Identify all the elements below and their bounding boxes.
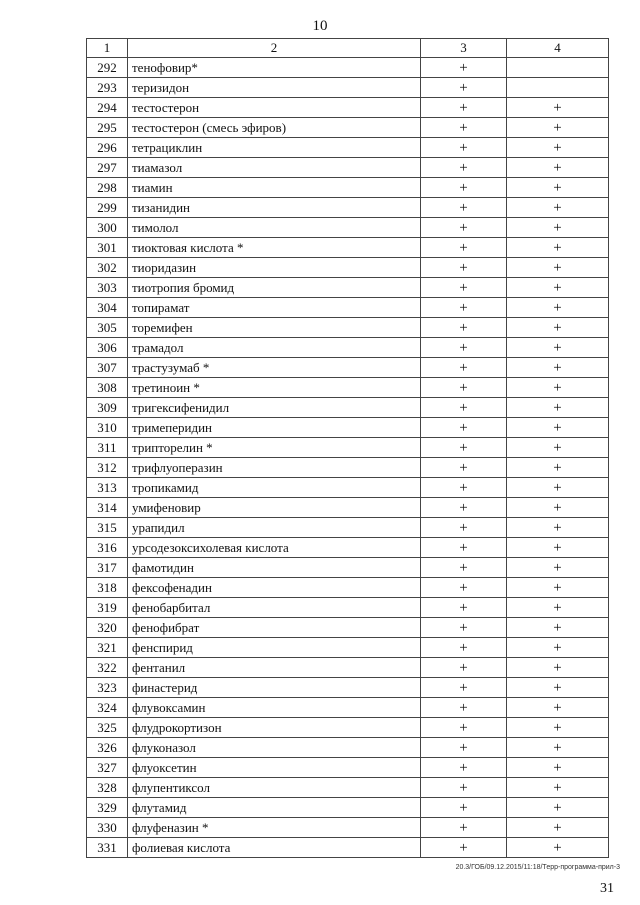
- drug-table: [86, 38, 609, 858]
- drug-name: флуоксетин: [128, 758, 421, 778]
- drug-name: тестостерон (смесь эфиров): [128, 118, 421, 138]
- column-3-mark: +: [421, 298, 507, 318]
- table-row: [87, 738, 609, 758]
- page-number-bottom: 31: [600, 881, 614, 896]
- column-3-mark: +: [421, 78, 507, 98]
- column-4-mark: +: [507, 598, 609, 618]
- column-3-mark: +: [421, 58, 507, 78]
- row-number: 312: [87, 458, 128, 478]
- drug-name: тиотропия бромид: [128, 278, 421, 298]
- column-3-mark: +: [421, 438, 507, 458]
- table-row: [87, 278, 609, 298]
- column-header-row: [87, 39, 609, 58]
- column-4-mark: +: [507, 538, 609, 558]
- column-3-mark: +: [421, 598, 507, 618]
- table-body: [87, 58, 609, 858]
- column-4-mark: +: [507, 338, 609, 358]
- drug-name: урсодезоксихолевая кислота: [128, 538, 421, 558]
- row-number: 320: [87, 618, 128, 638]
- drug-name: флуфеназин *: [128, 818, 421, 838]
- table-row: [87, 378, 609, 398]
- column-4-mark: +: [507, 138, 609, 158]
- column-4-mark: +: [507, 698, 609, 718]
- row-number: 306: [87, 338, 128, 358]
- column-3-mark: +: [421, 398, 507, 418]
- table-row: [87, 338, 609, 358]
- row-number: 322: [87, 658, 128, 678]
- table-row: [87, 698, 609, 718]
- column-4-mark: +: [507, 178, 609, 198]
- table-row: [87, 438, 609, 458]
- table-row: [87, 778, 609, 798]
- column-4-mark: +: [507, 658, 609, 678]
- row-number: 299: [87, 198, 128, 218]
- table-row: [87, 638, 609, 658]
- table-row: [87, 398, 609, 418]
- column-3-mark: +: [421, 778, 507, 798]
- page-number-top: 10: [312, 18, 328, 34]
- drug-name: тетрациклин: [128, 138, 421, 158]
- row-number: 298: [87, 178, 128, 198]
- column-4-mark: +: [507, 418, 609, 438]
- drug-name: трамадол: [128, 338, 421, 358]
- column-header: 1: [87, 39, 128, 58]
- table-row: [87, 318, 609, 338]
- column-header: 3: [421, 39, 507, 58]
- table-row: [87, 418, 609, 438]
- drug-name: тиамазол: [128, 158, 421, 178]
- table-row: [87, 358, 609, 378]
- drug-name: тиоктовая кислота *: [128, 238, 421, 258]
- column-4-mark: +: [507, 238, 609, 258]
- drug-name: флувоксамин: [128, 698, 421, 718]
- column-4-mark: +: [507, 618, 609, 638]
- drug-name: фенобарбитал: [128, 598, 421, 618]
- row-number: 325: [87, 718, 128, 738]
- table-row: [87, 138, 609, 158]
- column-3-mark: +: [421, 478, 507, 498]
- table-row: [87, 498, 609, 518]
- row-number: 326: [87, 738, 128, 758]
- row-number: 327: [87, 758, 128, 778]
- drug-name: тригексифенидил: [128, 398, 421, 418]
- drug-name: тиамин: [128, 178, 421, 198]
- table-row: [87, 178, 609, 198]
- column-4-mark: +: [507, 158, 609, 178]
- row-number: 304: [87, 298, 128, 318]
- row-number: 328: [87, 778, 128, 798]
- column-4-mark: +: [507, 358, 609, 378]
- table-row: [87, 658, 609, 678]
- column-4-mark: +: [507, 478, 609, 498]
- row-number: 309: [87, 398, 128, 418]
- table-row: [87, 458, 609, 478]
- row-number: 330: [87, 818, 128, 838]
- table-row: [87, 818, 609, 838]
- row-number: 307: [87, 358, 128, 378]
- column-4-mark: +: [507, 798, 609, 818]
- row-number: 329: [87, 798, 128, 818]
- row-number: 294: [87, 98, 128, 118]
- column-4-mark: +: [507, 218, 609, 238]
- column-4-mark: +: [507, 578, 609, 598]
- column-3-mark: +: [421, 658, 507, 678]
- column-4-mark: +: [507, 378, 609, 398]
- column-4-mark: [507, 78, 609, 98]
- row-number: 310: [87, 418, 128, 438]
- document-code: 20.3/ГОБ/09.12.2015/11:18/Терр-программа-прил-3: [455, 864, 620, 871]
- drug-name: фенспирид: [128, 638, 421, 658]
- table-row: [87, 798, 609, 818]
- table-row: [87, 258, 609, 278]
- table-row: [87, 558, 609, 578]
- column-3-mark: +: [421, 158, 507, 178]
- drug-name: умифеновир: [128, 498, 421, 518]
- table-row: [87, 538, 609, 558]
- table-row: [87, 58, 609, 78]
- column-3-mark: +: [421, 618, 507, 638]
- column-3-mark: +: [421, 698, 507, 718]
- column-3-mark: +: [421, 818, 507, 838]
- table-row: [87, 298, 609, 318]
- column-3-mark: +: [421, 318, 507, 338]
- row-number: 316: [87, 538, 128, 558]
- column-3-mark: +: [421, 278, 507, 298]
- column-4-mark: +: [507, 718, 609, 738]
- column-4-mark: +: [507, 458, 609, 478]
- column-4-mark: +: [507, 438, 609, 458]
- table-row: [87, 78, 609, 98]
- column-3-mark: +: [421, 538, 507, 558]
- drug-name: трифлуоперазин: [128, 458, 421, 478]
- column-4-mark: +: [507, 758, 609, 778]
- column-3-mark: +: [421, 578, 507, 598]
- column-3-mark: +: [421, 258, 507, 278]
- column-3-mark: +: [421, 558, 507, 578]
- column-3-mark: +: [421, 738, 507, 758]
- row-number: 317: [87, 558, 128, 578]
- column-3-mark: +: [421, 718, 507, 738]
- column-3-mark: +: [421, 198, 507, 218]
- column-4-mark: +: [507, 398, 609, 418]
- column-4-mark: +: [507, 98, 609, 118]
- table-row: [87, 718, 609, 738]
- column-3-mark: +: [421, 418, 507, 438]
- drug-name: флупентиксол: [128, 778, 421, 798]
- drug-name: фамотидин: [128, 558, 421, 578]
- column-3-mark: +: [421, 338, 507, 358]
- column-4-mark: +: [507, 278, 609, 298]
- row-number: 303: [87, 278, 128, 298]
- table-row: [87, 598, 609, 618]
- table-row: [87, 518, 609, 538]
- row-number: 324: [87, 698, 128, 718]
- column-3-mark: +: [421, 458, 507, 478]
- row-number: 315: [87, 518, 128, 538]
- drug-name: трастузумаб *: [128, 358, 421, 378]
- table-row: [87, 238, 609, 258]
- drug-name: фексофенадин: [128, 578, 421, 598]
- column-3-mark: +: [421, 758, 507, 778]
- column-4-mark: +: [507, 518, 609, 538]
- column-3-mark: +: [421, 178, 507, 198]
- drug-name: тенофовир*: [128, 58, 421, 78]
- row-number: 297: [87, 158, 128, 178]
- column-3-mark: +: [421, 358, 507, 378]
- drug-name: урапидил: [128, 518, 421, 538]
- row-number: 323: [87, 678, 128, 698]
- column-3-mark: +: [421, 638, 507, 658]
- column-4-mark: +: [507, 818, 609, 838]
- column-4-mark: +: [507, 198, 609, 218]
- drug-name: флудрокортизон: [128, 718, 421, 738]
- row-number: 305: [87, 318, 128, 338]
- drug-name: тримеперидин: [128, 418, 421, 438]
- drug-name: финастерид: [128, 678, 421, 698]
- column-4-mark: [507, 58, 609, 78]
- drug-name: фолиевая кислота: [128, 838, 421, 858]
- row-number: 302: [87, 258, 128, 278]
- drug-name: фентанил: [128, 658, 421, 678]
- column-3-mark: +: [421, 838, 507, 858]
- column-4-mark: +: [507, 258, 609, 278]
- row-number: 295: [87, 118, 128, 138]
- column-3-mark: +: [421, 378, 507, 398]
- column-3-mark: +: [421, 98, 507, 118]
- drug-name: тестостерон: [128, 98, 421, 118]
- row-number: 311: [87, 438, 128, 458]
- row-number: 308: [87, 378, 128, 398]
- table-row: [87, 478, 609, 498]
- drug-name: тропикамид: [128, 478, 421, 498]
- drug-name: теризидон: [128, 78, 421, 98]
- row-number: 314: [87, 498, 128, 518]
- column-header: 4: [507, 39, 609, 58]
- table-row: [87, 838, 609, 858]
- row-number: 293: [87, 78, 128, 98]
- column-4-mark: +: [507, 118, 609, 138]
- drug-name: третиноин *: [128, 378, 421, 398]
- row-number: 313: [87, 478, 128, 498]
- table-row: [87, 678, 609, 698]
- drug-name: фенофибрат: [128, 618, 421, 638]
- drug-name: трипторелин *: [128, 438, 421, 458]
- table-row: [87, 758, 609, 778]
- row-number: 331: [87, 838, 128, 858]
- column-3-mark: +: [421, 118, 507, 138]
- column-4-mark: +: [507, 778, 609, 798]
- column-3-mark: +: [421, 678, 507, 698]
- row-number: 318: [87, 578, 128, 598]
- table-row: [87, 578, 609, 598]
- drug-name: флуконазол: [128, 738, 421, 758]
- row-number: 301: [87, 238, 128, 258]
- table-row: [87, 618, 609, 638]
- column-4-mark: +: [507, 738, 609, 758]
- column-4-mark: +: [507, 838, 609, 858]
- column-3-mark: +: [421, 798, 507, 818]
- column-4-mark: +: [507, 498, 609, 518]
- column-3-mark: +: [421, 138, 507, 158]
- row-number: 300: [87, 218, 128, 238]
- column-3-mark: +: [421, 518, 507, 538]
- drug-name: топирамат: [128, 298, 421, 318]
- drug-name: торемифен: [128, 318, 421, 338]
- row-number: 319: [87, 598, 128, 618]
- drug-name: флутамид: [128, 798, 421, 818]
- column-header: 2: [128, 39, 421, 58]
- table-row: [87, 218, 609, 238]
- drug-name: тиоридазин: [128, 258, 421, 278]
- drug-name: тизанидин: [128, 198, 421, 218]
- column-3-mark: +: [421, 498, 507, 518]
- column-3-mark: +: [421, 238, 507, 258]
- drug-name: тимолол: [128, 218, 421, 238]
- column-4-mark: +: [507, 678, 609, 698]
- column-4-mark: +: [507, 298, 609, 318]
- table-row: [87, 198, 609, 218]
- table-row: [87, 118, 609, 138]
- row-number: 292: [87, 58, 128, 78]
- row-number: 296: [87, 138, 128, 158]
- row-number: 321: [87, 638, 128, 658]
- column-4-mark: +: [507, 558, 609, 578]
- table-row: [87, 98, 609, 118]
- table-row: [87, 158, 609, 178]
- column-3-mark: +: [421, 218, 507, 238]
- column-4-mark: +: [507, 318, 609, 338]
- column-4-mark: +: [507, 638, 609, 658]
